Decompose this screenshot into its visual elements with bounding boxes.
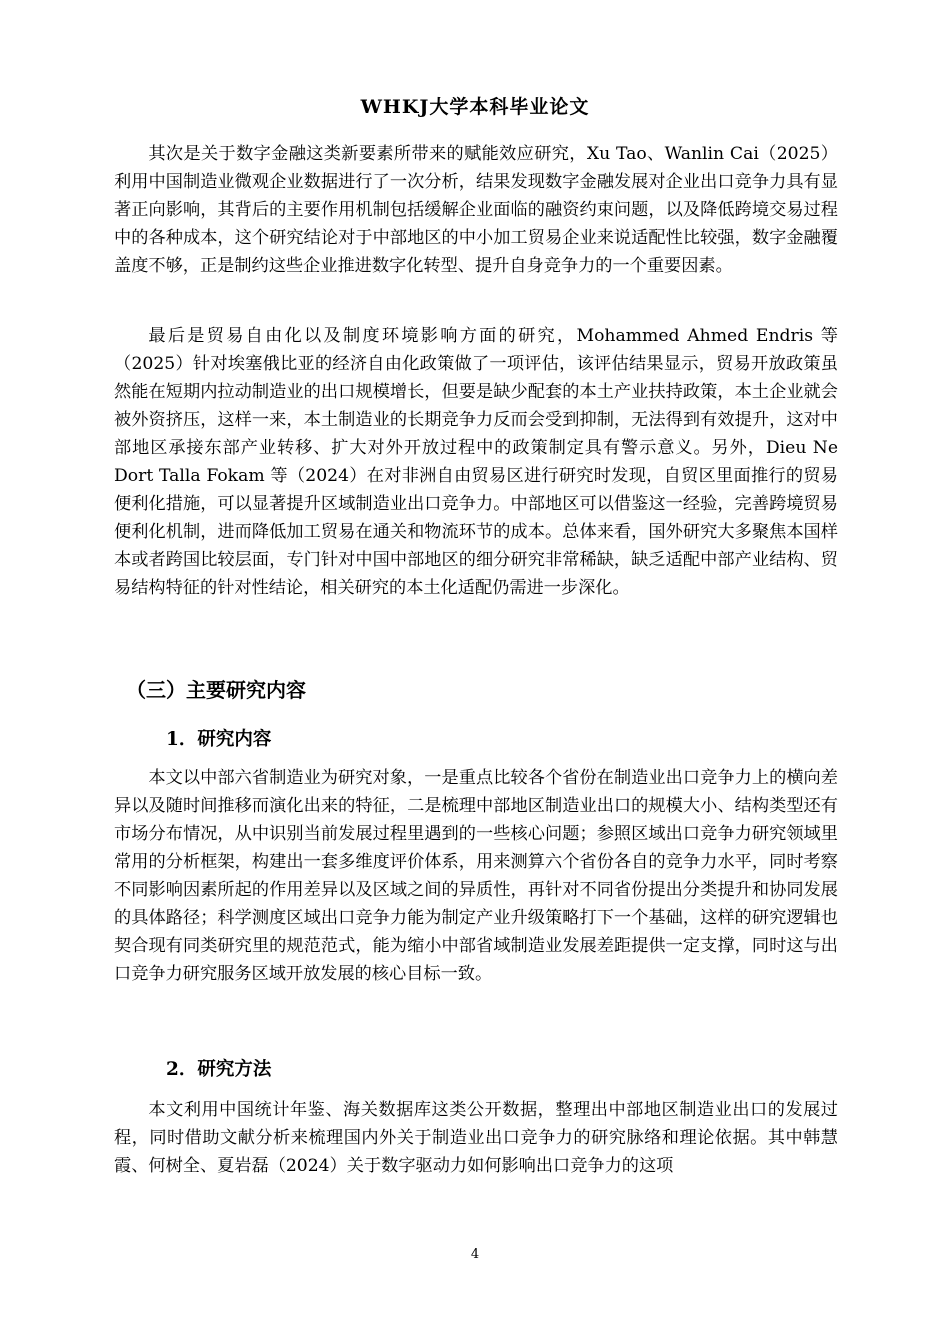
subsection-heading-research-content	[114, 726, 838, 754]
paragraph-text: 最后是贸易自由化以及制度环境影响方面的研究，Mohammed Ahmed Endris 等（2025）针对埃塞俄比亚的经济自由化政策做了一项评估，该评估结果显示，贸易开放政策虽然能在短期内拉动制造业的出口规模增长，但要是缺少配套的本土产业扶持政策，本土企业就会被外资挤压，这样一来，本土制造业的长期竞争力反而会受到抑制，无法得到有效提升，这对中部地区承接东部产业转移、扩大对外开放过程中的政策制定具有警示意义。另外，Dieu Ne Dort Talla Fokam 等（2024）在对非洲自由贸易区进行研究时发现，自贸区里面推行的贸易便利化措施，可以显著提升区域制造业出口竞争力。中部地区可以借鉴这一经验，完善跨境贸易便利化机制，进而降低加工贸易在通关和物流环节的成本。总体来看，国外研究大多聚焦本国样本或者跨国比较层面，专门针对中国中部地区的细分研究非常稀缺，缺乏适配中部产业结构、贸易结构特征的针对性结论，相关研究的本土化适配仍需进一步深化。	[114, 326, 838, 598]
paragraph-trade-liberalization	[114, 322, 838, 602]
subsection-heading: 1．研究内容	[166, 729, 272, 750]
paragraph-digital-finance	[114, 140, 838, 280]
section-heading-main-content	[114, 676, 838, 704]
paragraph-research-content	[114, 764, 838, 988]
section-heading: （三）主要研究内容	[126, 678, 306, 702]
paragraph-research-method	[114, 1096, 838, 1180]
subsection-heading: 2．研究方法	[166, 1059, 272, 1080]
paragraph-text: 本文利用中国统计年鉴、海关数据库这类公开数据，整理出中部地区制造业出口的发展过程，同时借助文献分析来梳理国内外关于制造业出口竞争力的研究脉络和理论依据。其中韩慧霞、何树全、夏岩磊（2024）关于数字驱动力如何影响出口竞争力的这项	[114, 1100, 838, 1176]
page-number: 4	[470, 1247, 480, 1262]
paragraph-text: 本文以中部六省制造业为研究对象，一是重点比较各个省份在制造业出口竞争力上的横向差异以及随时间推移而演化出来的特征，二是梳理中部地区制造业出口的规模大小、结构类型还有市场分布情况，从中识别当前发展过程里遇到的一些核心问题；参照区域出口竞争力研究领域里常用的分析框架，构建出一套多维度评价体系，用来测算六个省份各自的竞争力水平，同时考察不同影响因素所起的作用差异以及区域之间的异质性，再针对不同省份提出分类提升和协同发展的具体路径；科学测度区域出口竞争力能为制定产业升级策略打下一个基础，这样的研究逻辑也契合现有同类研究里的规范范式，能为缩小中部省域制造业发展差距提供一定支撑，同时这与出口竞争力研究服务区域开放发展的核心目标一致。	[114, 768, 838, 984]
paragraph-text: 其次是关于数字金融这类新要素所带来的赋能效应研究，Xu Tao、Wanlin Cai（2025）利用中国制造业微观企业数据进行了一次分析，结果发现数字金融发展对企业出口竞争力具有显著正向影响，其背后的主要作用机制包括缓解企业面临的融资约束问题，以及降低跨境交易过程中的各种成本，这个研究结论对于中部地区的中小加工贸易企业来说适配性比较强，数字金融覆盖度不够，正是制约这些企业推进数字化转型、提升自身竞争力的一个重要因素。	[114, 144, 838, 276]
page-header-title: WHKJ大学本科毕业论文	[360, 96, 590, 118]
subsection-heading-research-method	[114, 1056, 838, 1084]
